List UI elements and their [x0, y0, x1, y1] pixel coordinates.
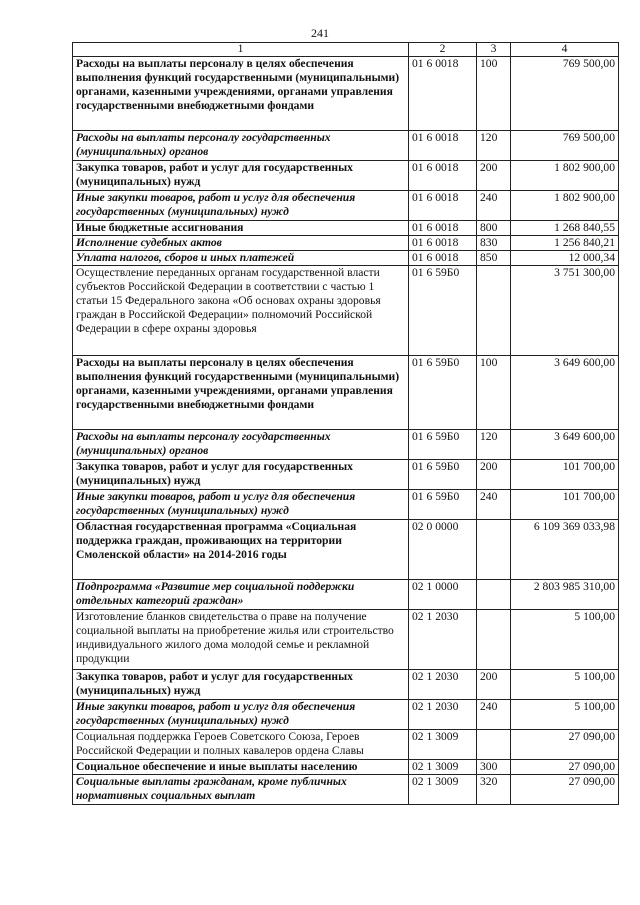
row-name-cell: Расходы на выплаты персоналу государственных (муниципальных) органов	[73, 430, 409, 460]
row-amount-cell: 27 090,00	[511, 730, 619, 760]
table-row	[73, 221, 619, 236]
table-row	[73, 57, 619, 131]
header-cell-1: 1	[73, 43, 409, 57]
row-vr-cell: 850	[477, 251, 511, 266]
header-row	[73, 43, 619, 57]
row-name-cell: Исполнение судебных актов	[73, 236, 409, 251]
table-row	[73, 356, 619, 430]
row-vr-cell: 800	[477, 221, 511, 236]
row-name-cell: Социальные выплаты гражданам, кроме публичных нормативных социальных выплат	[73, 775, 409, 805]
row-amount-cell: 769 500,00	[511, 131, 619, 161]
row-code-cell: 01 6 59Б0	[409, 430, 477, 460]
row-amount-cell: 101 700,00	[511, 460, 619, 490]
row-amount-cell: 5 100,00	[511, 700, 619, 730]
row-code-cell: 01 6 59Б0	[409, 490, 477, 520]
header-cell-3: 3	[477, 43, 511, 57]
table-row	[73, 775, 619, 805]
row-vr-cell: 200	[477, 670, 511, 700]
row-vr-cell	[477, 580, 511, 610]
row-vr-cell: 240	[477, 191, 511, 221]
header-cell-2: 2	[409, 43, 477, 57]
row-code-cell: 01 6 0018	[409, 221, 477, 236]
table-row	[73, 191, 619, 221]
row-amount-cell: 3 649 600,00	[511, 356, 619, 430]
row-name-cell: Подпрограмма «Развитие мер социальной поддержки отдельных категорий граждан»	[73, 580, 409, 610]
row-code-cell: 02 1 0000	[409, 580, 477, 610]
row-name-cell: Иные закупки товаров, работ и услуг для обеспечения государственных (муниципальных) нужд	[73, 490, 409, 520]
row-amount-cell: 1 268 840,55	[511, 221, 619, 236]
row-name-cell: Расходы на выплаты персоналу государственных (муниципальных) органов	[73, 131, 409, 161]
row-name-cell: Расходы на выплаты персоналу в целях обеспечения выполнения функций государственными (муниципальными) органами, казенными учреждениями, органами управления государственными внебюджетными фондами	[73, 356, 409, 430]
row-vr-cell: 120	[477, 131, 511, 161]
row-name-cell: Закупка товаров, работ и услуг для государственных (муниципальных) нужд	[73, 460, 409, 490]
table-row	[73, 670, 619, 700]
row-vr-cell: 100	[477, 356, 511, 430]
row-code-cell: 02 1 3009	[409, 775, 477, 805]
row-amount-cell: 5 100,00	[511, 670, 619, 700]
row-amount-cell: 1 256 840,21	[511, 236, 619, 251]
row-vr-cell: 240	[477, 700, 511, 730]
row-vr-cell: 240	[477, 490, 511, 520]
row-code-cell: 01 6 0018	[409, 57, 477, 131]
row-amount-cell: 1 802 900,00	[511, 191, 619, 221]
row-code-cell: 02 1 3009	[409, 760, 477, 775]
row-code-cell: 02 1 3009	[409, 730, 477, 760]
table-row	[73, 580, 619, 610]
row-vr-cell: 320	[477, 775, 511, 805]
row-amount-cell: 12 000,34	[511, 251, 619, 266]
row-amount-cell: 6 109 369 033,98	[511, 520, 619, 580]
row-vr-cell: 300	[477, 760, 511, 775]
table-row	[73, 730, 619, 760]
row-vr-cell: 120	[477, 430, 511, 460]
table-row	[73, 760, 619, 775]
table-row	[73, 700, 619, 730]
header-cell-4: 4	[511, 43, 619, 57]
row-code-cell: 01 6 0018	[409, 191, 477, 221]
row-name-cell: Иные закупки товаров, работ и услуг для обеспечения государственных (муниципальных) нужд	[73, 191, 409, 221]
page-number: 241	[311, 26, 329, 40]
row-code-cell: 01 6 0018	[409, 236, 477, 251]
row-vr-cell	[477, 610, 511, 670]
row-name-cell: Закупка товаров, работ и услуг для государственных (муниципальных) нужд	[73, 670, 409, 700]
row-amount-cell: 27 090,00	[511, 760, 619, 775]
row-name-cell: Иные бюджетные ассигнования	[73, 221, 409, 236]
row-vr-cell: 200	[477, 161, 511, 191]
row-code-cell: 01 6 0018	[409, 161, 477, 191]
row-code-cell: 01 6 59Б0	[409, 356, 477, 430]
row-code-cell: 02 1 2030	[409, 700, 477, 730]
row-code-cell: 02 1 2030	[409, 670, 477, 700]
row-name-cell: Социальное обеспечение и иные выплаты населению	[73, 760, 409, 775]
row-name-cell: Социальная поддержка Героев Советского Союза, Героев Российской Федерации и полных кавалеров ордена Славы	[73, 730, 409, 760]
row-amount-cell: 27 090,00	[511, 775, 619, 805]
row-name-cell: Изготовление бланков свидетельства о праве на получение социальной выплаты на приобретение жилья или строительство индивидуального жилого дома молодой семье и рекламной продукции	[73, 610, 409, 670]
table-row	[73, 236, 619, 251]
budget-table	[72, 42, 619, 805]
row-code-cell: 01 6 0018	[409, 131, 477, 161]
table-row	[73, 610, 619, 670]
row-code-cell: 01 6 59Б0	[409, 266, 477, 356]
row-code-cell: 02 0 0000	[409, 520, 477, 580]
row-vr-cell: 100	[477, 57, 511, 131]
row-name-cell: Закупка товаров, работ и услуг для государственных (муниципальных) нужд	[73, 161, 409, 191]
row-amount-cell: 769 500,00	[511, 57, 619, 131]
table-row	[73, 131, 619, 161]
row-vr-cell	[477, 266, 511, 356]
row-amount-cell: 5 100,00	[511, 610, 619, 670]
row-vr-cell	[477, 730, 511, 760]
row-name-cell: Осуществление переданных органам государственной власти субъектов Российской Федерации в соответствии с частью 1 статьи 15 Федерального закона «Об основах охраны здоровья граждан в Российской Федерации» полномочий Российской Федерации в сфере охраны здоровья	[73, 266, 409, 356]
row-amount-cell: 101 700,00	[511, 490, 619, 520]
table-row	[73, 266, 619, 356]
table-row	[73, 430, 619, 460]
row-amount-cell: 3 751 300,00	[511, 266, 619, 356]
row-vr-cell: 830	[477, 236, 511, 251]
table-row	[73, 520, 619, 580]
table-row	[73, 251, 619, 266]
row-code-cell: 02 1 2030	[409, 610, 477, 670]
row-amount-cell: 2 803 985 310,00	[511, 580, 619, 610]
row-amount-cell: 1 802 900,00	[511, 161, 619, 191]
table-row	[73, 161, 619, 191]
row-vr-cell	[477, 520, 511, 580]
table-row	[73, 490, 619, 520]
row-code-cell: 01 6 0018	[409, 251, 477, 266]
row-name-cell: Уплата налогов, сборов и иных платежей	[73, 251, 409, 266]
row-name-cell: Расходы на выплаты персоналу в целях обеспечения выполнения функций государственными (муниципальными) органами, казенными учреждениями, органами управления государственными внебюджетными фондами	[73, 57, 409, 131]
row-name-cell: Иные закупки товаров, работ и услуг для обеспечения государственных (муниципальных) нужд	[73, 700, 409, 730]
row-vr-cell: 200	[477, 460, 511, 490]
row-code-cell: 01 6 59Б0	[409, 460, 477, 490]
row-amount-cell: 3 649 600,00	[511, 430, 619, 460]
table-row	[73, 460, 619, 490]
row-name-cell: Областная государственная программа «Социальная поддержка граждан, проживающих на территории Смоленской области» на 2014-2016 годы	[73, 520, 409, 580]
